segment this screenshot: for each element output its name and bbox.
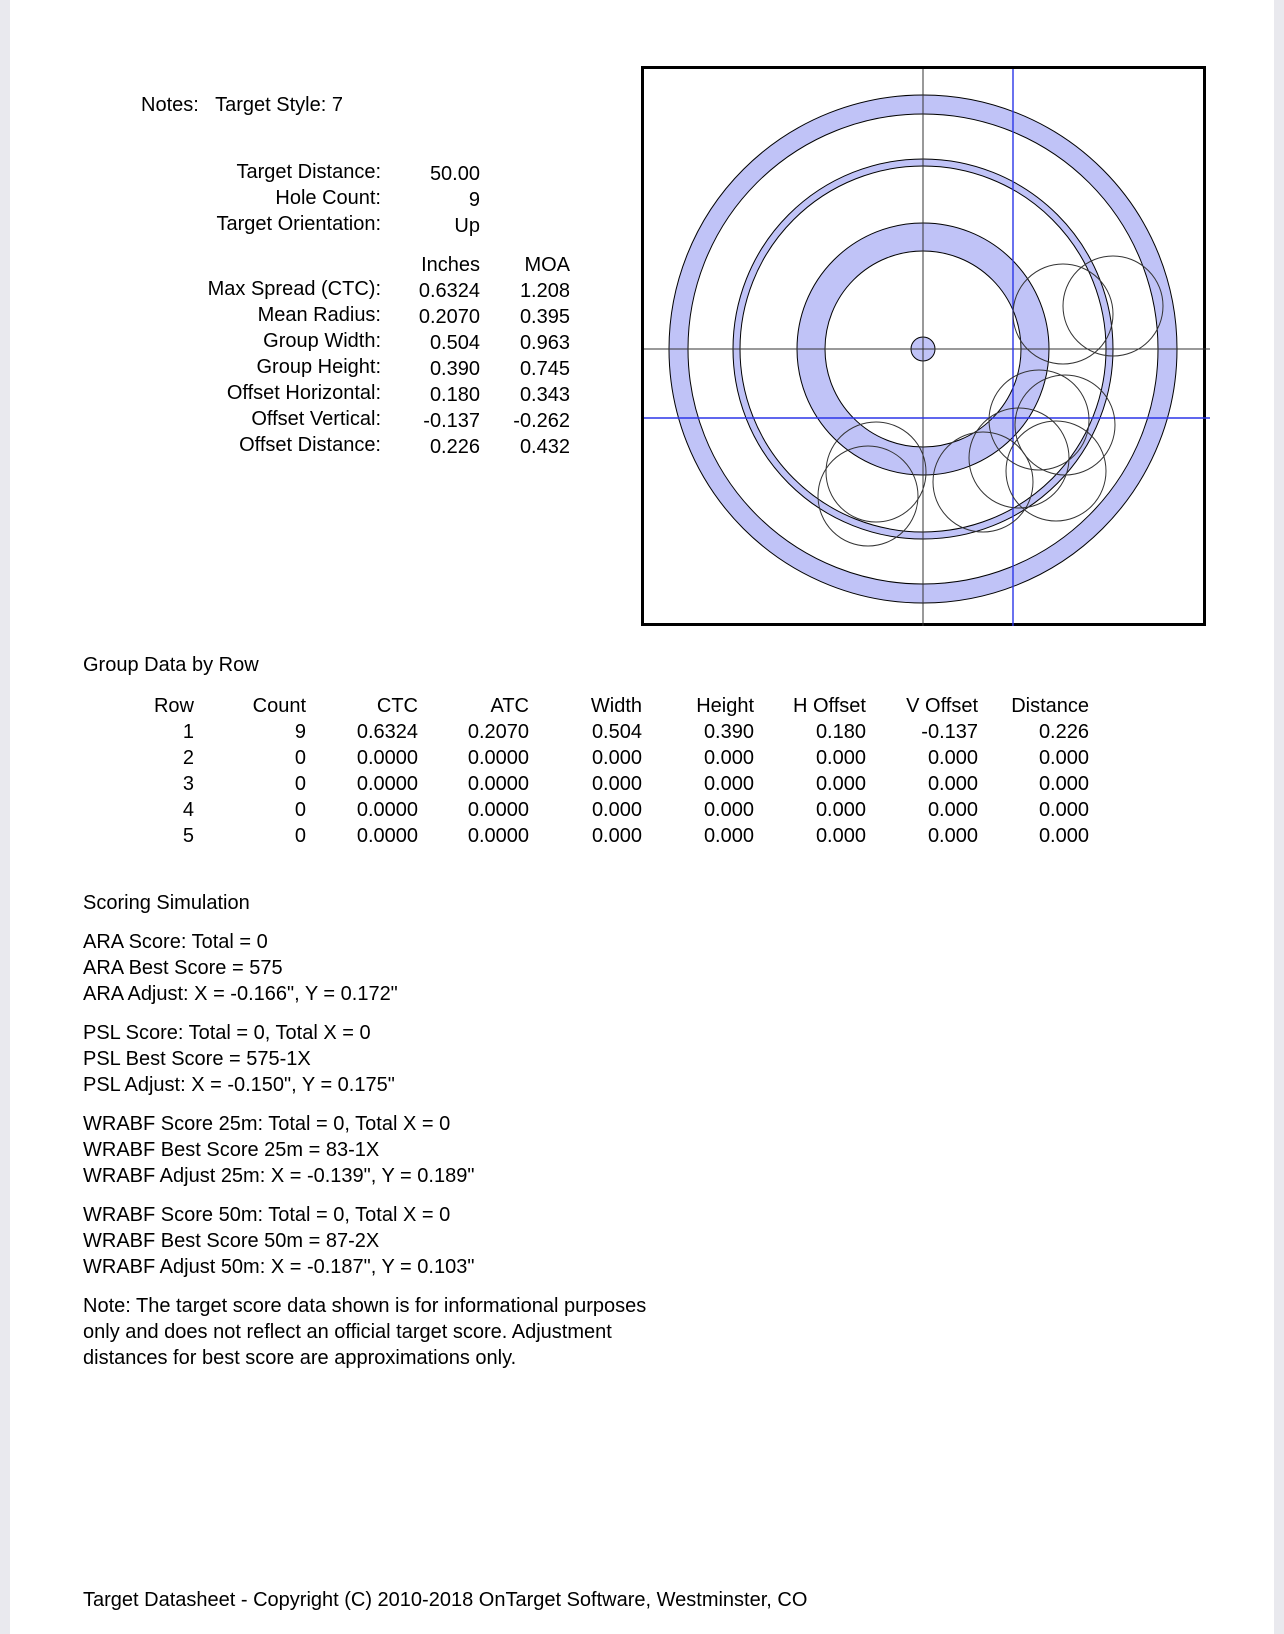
stat-moa-value: 0.432 — [519, 436, 570, 458]
table-cell: 0.0000 — [467, 799, 529, 821]
stat-moa-value: 0.343 — [519, 384, 570, 406]
table-cell: 4 — [182, 799, 194, 821]
score-line: PSL Adjust: X = -0.150", Y = 0.175" — [83, 1074, 395, 1096]
table-cell: 0.000 — [927, 747, 978, 769]
stat-label: Offset Distance: — [239, 434, 381, 456]
stat-row — [10, 330, 381, 356]
stat-label: Offset Vertical: — [251, 408, 381, 430]
score-line: WRABF Best Score 25m = 83-1X — [83, 1139, 380, 1161]
table-cell: 0.0000 — [467, 825, 529, 847]
score-line: PSL Score: Total = 0, Total X = 0 — [83, 1022, 371, 1044]
table-header-cell: H Offset — [793, 695, 866, 717]
table-cell: 0.390 — [703, 721, 754, 743]
table-cell: 0 — [294, 747, 306, 769]
table-cell: 0.000 — [1038, 825, 1089, 847]
table-cell: 0 — [294, 825, 306, 847]
distance-value: 50.00 — [429, 163, 480, 185]
stat-row — [10, 382, 381, 408]
table-cell: 1 — [182, 721, 194, 743]
table-cell: 0.6324 — [356, 721, 418, 743]
score-line: PSL Best Score = 575-1X — [83, 1048, 311, 1070]
table-cell: 0.000 — [815, 825, 866, 847]
table-cell: 0.0000 — [467, 773, 529, 795]
table-cell: 0.000 — [1038, 747, 1089, 769]
table-header-cell: Width — [590, 695, 642, 717]
group-data-title: Group Data by Row — [83, 654, 259, 676]
score-line: ARA Best Score = 575 — [83, 957, 283, 979]
score-line: WRABF Adjust 25m: X = -0.139", Y = 0.189" — [83, 1165, 475, 1187]
table-cell: 0 — [294, 773, 306, 795]
table-header-cell: Row — [153, 695, 194, 717]
score-line: ARA Score: Total = 0 — [83, 931, 268, 953]
table-header-cell: ATC — [490, 695, 529, 717]
table-cell: 0.000 — [591, 773, 642, 795]
stat-inches-value: 0.180 — [429, 384, 480, 406]
score-line: WRABF Best Score 50m = 87-2X — [83, 1230, 380, 1252]
stat-row — [10, 434, 381, 460]
table-cell: 0.000 — [1038, 773, 1089, 795]
table-cell: 2 — [182, 747, 194, 769]
table-cell: 0.0000 — [356, 799, 418, 821]
orientation-label: Target Orientation: — [216, 213, 381, 235]
notes-value: Target Style: 7 — [215, 94, 343, 116]
col-moa-header: MOA — [524, 254, 570, 276]
score-line: WRABF Adjust 50m: X = -0.187", Y = 0.103" — [83, 1256, 475, 1278]
table-cell: 0.000 — [703, 799, 754, 821]
table-cell: 9 — [294, 721, 306, 743]
stat-label: Max Spread (CTC): — [207, 278, 381, 300]
table-header-cell: Distance — [1011, 695, 1089, 717]
table-cell: 0.0000 — [356, 825, 418, 847]
stat-inches-value: 0.226 — [429, 436, 480, 458]
stat-inches-value: 0.2070 — [418, 306, 480, 328]
table-cell: 0.000 — [703, 825, 754, 847]
hole-count-label: Hole Count: — [275, 187, 381, 209]
summary-distance-row — [10, 161, 381, 187]
note-line: Note: The target score data shown is for informational purposes — [83, 1295, 647, 1317]
table-cell: 5 — [182, 825, 194, 847]
table-cell: 3 — [182, 773, 194, 795]
table-cell: -0.137 — [921, 721, 978, 743]
table-cell: 0.000 — [815, 747, 866, 769]
stat-label: Group Width: — [263, 330, 381, 352]
stat-inches-value: -0.137 — [423, 410, 480, 432]
stat-row — [10, 408, 381, 434]
col-inches-header: Inches — [421, 254, 480, 276]
table-cell: 0.000 — [591, 799, 642, 821]
stat-moa-value: 1.208 — [519, 280, 570, 302]
stat-inches-value: 0.6324 — [418, 280, 480, 302]
stat-moa-value: 0.963 — [519, 332, 570, 354]
table-cell: 0.000 — [591, 825, 642, 847]
table-cell: 0.0000 — [356, 773, 418, 795]
table-cell: 0.000 — [1038, 799, 1089, 821]
table-cell: 0.000 — [927, 799, 978, 821]
stat-inches-value: 0.504 — [429, 332, 480, 354]
table-header-cell: V Offset — [906, 695, 978, 717]
table-header-cell: CTC — [376, 695, 418, 717]
table-header-cell: Height — [696, 695, 754, 717]
datasheet-page — [10, 0, 1274, 1634]
stat-label: Mean Radius: — [257, 304, 381, 326]
table-cell: 0 — [294, 799, 306, 821]
scoring-title: Scoring Simulation — [83, 892, 250, 914]
table-cell: 0.000 — [927, 773, 978, 795]
table-cell: 0.000 — [927, 825, 978, 847]
stat-label: Offset Horizontal: — [226, 382, 381, 404]
table-cell: 0.226 — [1038, 721, 1089, 743]
table-cell: 0.180 — [815, 721, 866, 743]
score-line: WRABF Score 50m: Total = 0, Total X = 0 — [83, 1204, 451, 1226]
stat-inches-value: 0.390 — [429, 358, 480, 380]
table-cell: 0.2070 — [467, 721, 529, 743]
summary-orientation-row — [10, 213, 381, 239]
table-cell: 0.0000 — [467, 747, 529, 769]
table-cell: 0.000 — [591, 747, 642, 769]
distance-label: Target Distance: — [236, 161, 381, 183]
table-cell: 0.0000 — [356, 747, 418, 769]
stat-moa-value: 0.745 — [519, 358, 570, 380]
score-line: WRABF Score 25m: Total = 0, Total X = 0 — [83, 1113, 451, 1135]
summary-holecount-row — [10, 187, 381, 213]
note-line: only and does not reflect an official target score. Adjustment — [83, 1321, 612, 1343]
table-cell: 0.000 — [815, 773, 866, 795]
stat-row — [10, 278, 381, 304]
table-cell: 0.000 — [703, 773, 754, 795]
score-line: ARA Adjust: X = -0.166", Y = 0.172" — [83, 983, 398, 1005]
orientation-value: Up — [454, 215, 480, 237]
hole-count-value: 9 — [468, 189, 480, 211]
table-cell: 0.000 — [703, 747, 754, 769]
table-cell: 0.000 — [815, 799, 866, 821]
notes-line — [141, 94, 343, 117]
table-cell: 0.504 — [591, 721, 642, 743]
stat-row — [10, 356, 381, 382]
stat-moa-value: 0.395 — [519, 306, 570, 328]
stat-moa-value: -0.262 — [513, 410, 570, 432]
target-diagram — [641, 66, 1213, 629]
note-line: distances for best score are approximations only. — [83, 1347, 517, 1369]
stat-row — [10, 304, 381, 330]
stat-label: Group Height: — [256, 356, 381, 378]
notes-label: Notes: — [141, 94, 199, 116]
footer-copyright: Target Datasheet - Copyright (C) 2010-2018 OnTarget Software, Westminster, CO — [83, 1589, 808, 1611]
table-header-cell: Count — [252, 695, 306, 717]
